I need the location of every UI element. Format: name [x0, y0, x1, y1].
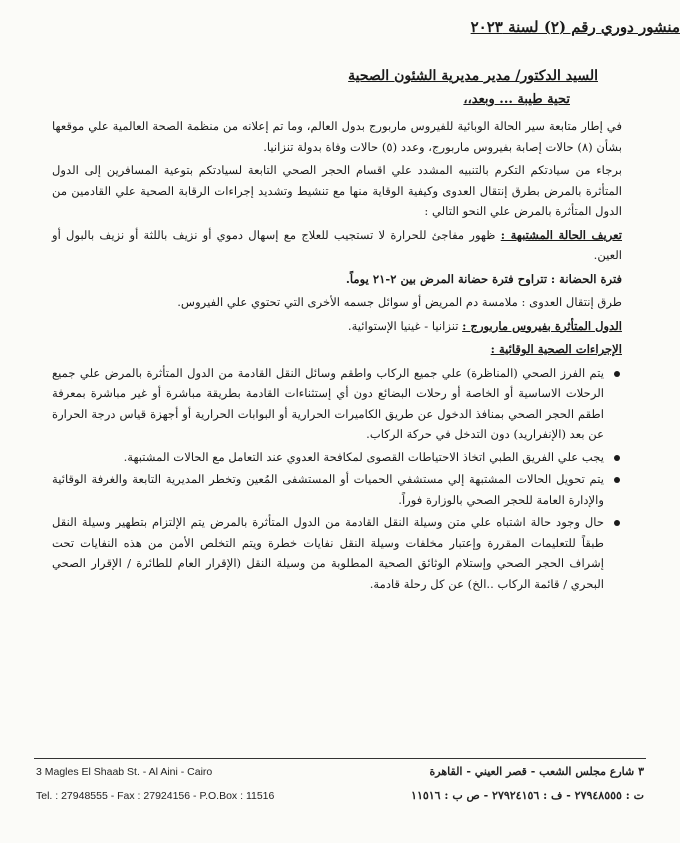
transmission-text: ملامسة دم المريض أو سوائل جسمه الأخرى التي تحتوي علي الفيروس. — [177, 295, 518, 309]
intro-paragraph: في إطار متابعة سير الحالة الوبائية للفيروس ماربورج بدول العالم، وما تم إعلانه من منظمة الصحة العالمية علي موقعها بشأن (٨) حالات إصابة بفيروس ماربورج، وعدد (٥) حالات وفاة بدولة تنزانيا. — [52, 119, 622, 154]
footer-address-en: 3 Magles El Shaab St. - Al Aini - Cairo — [36, 766, 213, 778]
list-item: يتم الفرز الصحي (المناظرة) علي جميع الركاب واطقم وسائل النقل القادمة من الدول المتأثرة بالمرض علي جميع الرحلات الاساسية أو الخاصة أو رحلات البضائع دون أي إستثناءات القادمة بطريقة مباشرة أو غير مباشرة بمعرفة اطقم الحجر الصحي بمنافذ الدخول عن طريق الكاميرات الحرارية أو البوابات الحرارية أو أجهزة قياس درجة الحرارة عن بعد (الإنفراريد) دون التدخل في حركة الركاب. — [52, 363, 604, 445]
list-item: يجب علي الفريق الطبي اتخاذ الاحتياطات القصوى لمكافحة العدوي عند التعامل مع الحالات المشتبهة. — [52, 447, 604, 468]
incubation-text: تتراوح فترة حضانة المرض بين ٢-٢١ يوماً. — [345, 271, 548, 286]
countries-text: تنزانيا - غينيا الإستوائية. — [347, 318, 459, 333]
measures-label: الإجراءات الصحية الوقائية : — [490, 342, 622, 356]
case-definition-text: ظهور مفاجئ للحرارة لا تستجيب للعلاج مع إسهال دموي أو نزيف باللثة أو نزيف بالبول أو العين. — [52, 227, 622, 262]
footer-divider — [34, 758, 646, 759]
case-definition-label: تعريف الحالة المشتبهة : — [500, 227, 623, 242]
footer-contact-en: Tel. : 27948555 - Fax : 27924156 - P.O.Box : 11516 — [36, 790, 275, 802]
footer-address-ar: ٣ شارع مجلس الشعب - قصر العيني - القاهرة — [429, 765, 644, 778]
case-definition — [52, 225, 622, 266]
footer-contact-ar: ت : ٢٧٩٤٨٥٥٥ - ف : ٢٧٩٢٤١٥٦ - ص ب : ١١٥١٦ — [411, 789, 644, 802]
transmission-label: طرق إنتقال العدوى : — [521, 295, 622, 309]
incubation-period — [52, 269, 622, 290]
list-item: يتم تحويل الحالات المشتبهة إلي مستشفي الحميات أو المستشفى المُعين وتخطر المديرية التابعة والغرفة الوقائية والإدارة العامة للحجر الصحي بالوزارة فوراً. — [52, 469, 604, 510]
measures-list — [52, 363, 622, 595]
salutation-line: تحية طيبة ... وبعد،، — [463, 92, 570, 107]
request-paragraph: برجاء من سيادتكم التكرم بالتنبيه المشدد علي اقسام الحجر الصحي التابعة لسيادتكم بتوعية المسافرين إلى الدول المتأثرة بالمرض بطرق إنتقال العدوى وكيفية الوقاية منها مع تنشيط وتشديد إجراءات الرقابة الصحية علي القادمين من الدول المتأثرة بالمرض علي النحو التالي : — [52, 163, 622, 218]
page-title: منشور دوري رقم (٢) لسنة ٢٠٢٣ — [470, 18, 680, 36]
incubation-label: فترة الحضانة : — [550, 271, 622, 286]
addressee-line: السيد الدكتور/ مدير مديرية الشئون الصحية — [348, 68, 598, 84]
letter-body — [52, 116, 622, 596]
countries-label: الدول المتأثرة بفيروس ماربورج : — [462, 318, 622, 333]
affected-countries — [52, 316, 622, 337]
transmission-routes — [52, 292, 622, 313]
measures-heading — [52, 339, 622, 360]
list-item: حال وجود حالة اشتباه علي متن وسيلة النقل القادمة من الدول المتأثرة بالمرض يتم الإلتزام بتطهير وسيلة النقل طبقاً للتعليمات المقررة وإعتبار مخلفات وسيلة النقل نفايات خطرة ويتم التخلص الأمن من هذه النفايات تحت إشراف الحجر الصحي وإستلام الوثائق الصحية المطلوبة من وسيلة النقل (الإقرار العام للطائرة / الإقرار الصحي البحري / قائمة الركاب ..الخ) عن كل رحلة قادمة. — [52, 512, 604, 594]
